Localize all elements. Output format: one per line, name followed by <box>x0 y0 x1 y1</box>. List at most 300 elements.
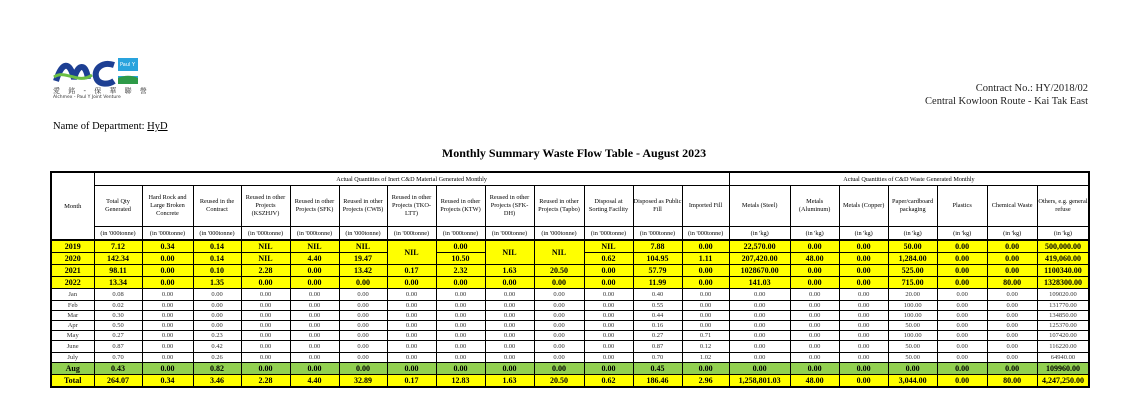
project-name: Central Kowloon Route - Kai Tak East <box>925 96 1088 107</box>
table-cell: 0.00 <box>839 353 888 363</box>
table-cell: 0.00 <box>729 301 790 311</box>
table-cell: 0.00 <box>290 289 339 301</box>
table-cell: 57.79 <box>633 265 682 277</box>
table-cell: 500,000.00 <box>1037 240 1089 253</box>
unit-cell: (in '000tonne) <box>241 227 290 241</box>
waste-flow-table <box>50 171 1090 388</box>
table-cell: 0.00 <box>290 277 339 289</box>
unit-cell: (in 'kg) <box>790 227 839 241</box>
row-label: July <box>51 353 94 363</box>
table-cell: 0.00 <box>193 311 241 321</box>
table-cell: 0.00 <box>839 265 888 277</box>
table-cell: 0.00 <box>387 311 436 321</box>
table-cell: 0.00 <box>436 311 485 321</box>
table-cell: 0.00 <box>290 311 339 321</box>
column-header: Reused in the Contract <box>193 186 241 227</box>
table-cell: 0.00 <box>839 277 888 289</box>
column-header: Disposal at Sorting Facility <box>584 186 633 227</box>
table-cell: 0.00 <box>729 289 790 301</box>
table-cell: 131770.00 <box>1037 301 1089 311</box>
table-cell: 0.00 <box>937 289 987 301</box>
table-cell: 1100340.00 <box>1037 265 1089 277</box>
table-cell: 0.00 <box>485 341 534 353</box>
table-cell: 0.00 <box>485 363 534 375</box>
table-cell: 0.42 <box>193 341 241 353</box>
group-inert-header: Actual Quantities of Inert C&D Material Generated Monthly <box>94 172 729 186</box>
table-cell: 0.00 <box>839 289 888 301</box>
table-cell: 2.96 <box>682 375 729 388</box>
column-header-row <box>51 186 1089 227</box>
table-cell: 0.00 <box>387 289 436 301</box>
row-label: Aug <box>51 363 94 375</box>
unit-cell: (in '000tonne) <box>339 227 387 241</box>
table-cell: 0.14 <box>193 253 241 265</box>
table-cell: 4.40 <box>290 253 339 265</box>
table-cell: 0.00 <box>436 321 485 331</box>
table-cell: 107420.00 <box>1037 331 1089 341</box>
total-row <box>51 375 1089 388</box>
unit-cell: (in 'kg) <box>839 227 888 241</box>
column-header: Total Qty Generated <box>94 186 142 227</box>
table-cell: 0.00 <box>534 277 584 289</box>
row-label: Apr <box>51 321 94 331</box>
month-row <box>51 353 1089 363</box>
table-cell: 0.26 <box>193 353 241 363</box>
table-cell: 0.34 <box>142 375 193 388</box>
table-cell: 0.00 <box>937 265 987 277</box>
table-cell: 50.00 <box>888 353 937 363</box>
table-cell: 0.00 <box>729 353 790 363</box>
table-cell: 0.00 <box>241 289 290 301</box>
table-cell: 125370.00 <box>1037 321 1089 331</box>
table-cell: NIL <box>241 253 290 265</box>
table-cell: 2.32 <box>436 265 485 277</box>
table-cell: 32.89 <box>339 375 387 388</box>
table-cell: 0.16 <box>633 321 682 331</box>
table-cell: 0.00 <box>682 265 729 277</box>
table-cell: 0.12 <box>682 341 729 353</box>
table-cell: 0.40 <box>633 289 682 301</box>
table-cell: 0.00 <box>839 375 888 388</box>
table-cell: 0.00 <box>937 321 987 331</box>
table-cell: 0.27 <box>633 331 682 341</box>
table-cell: 134850.00 <box>1037 311 1089 321</box>
table-cell: 0.00 <box>485 301 534 311</box>
table-cell: 1,284.00 <box>888 253 937 265</box>
table-cell: NIL <box>485 240 534 265</box>
table-cell: 0.00 <box>534 363 584 375</box>
table-cell: 0.00 <box>987 240 1037 253</box>
row-label: Mar <box>51 311 94 321</box>
table-cell: NIL <box>387 240 436 265</box>
table-cell: 104.95 <box>633 253 682 265</box>
unit-cell: (in '000tonne) <box>290 227 339 241</box>
table-cell: 0.00 <box>193 321 241 331</box>
row-label: Total <box>51 375 94 388</box>
table-cell: 0.00 <box>534 353 584 363</box>
column-header: Metals (Steel) <box>729 186 790 227</box>
table-cell: 0.00 <box>290 265 339 277</box>
table-cell: 264.07 <box>94 375 142 388</box>
column-header: Reused in other Projects (CWB) <box>339 186 387 227</box>
table-cell: 48.00 <box>790 253 839 265</box>
month-row <box>51 331 1089 341</box>
table-cell: 0.00 <box>339 331 387 341</box>
table-cell: 0.00 <box>241 301 290 311</box>
table-cell: 4.40 <box>290 375 339 388</box>
table-cell: 0.00 <box>790 277 839 289</box>
unit-cell: (in 'kg) <box>888 227 937 241</box>
unit-cell: (in '000tonne) <box>436 227 485 241</box>
table-cell: 419,060.00 <box>1037 253 1089 265</box>
table-cell: 0.00 <box>142 301 193 311</box>
table-cell: 0.00 <box>485 277 534 289</box>
month-row <box>51 311 1089 321</box>
table-cell: 13.42 <box>339 265 387 277</box>
table-cell: 0.00 <box>584 331 633 341</box>
unit-cell: (in 'kg) <box>987 227 1037 241</box>
table-cell: 0.00 <box>682 321 729 331</box>
table-cell: 0.70 <box>94 353 142 363</box>
table-cell: 0.00 <box>387 321 436 331</box>
table-cell: 0.00 <box>987 311 1037 321</box>
table-cell: 0.00 <box>987 331 1037 341</box>
table-cell: 0.00 <box>584 289 633 301</box>
table-cell: 0.00 <box>682 277 729 289</box>
table-cell: 0.82 <box>193 363 241 375</box>
table-cell: 0.55 <box>633 301 682 311</box>
table-cell: 1.02 <box>682 353 729 363</box>
column-header: Metals (Copper) <box>839 186 888 227</box>
table-cell: 0.00 <box>937 331 987 341</box>
table-cell: 0.00 <box>839 341 888 353</box>
table-cell: 0.62 <box>584 375 633 388</box>
table-cell: 22,570.00 <box>729 240 790 253</box>
table-cell: 1,258,801.03 <box>729 375 790 388</box>
table-cell: 0.30 <box>94 311 142 321</box>
table-cell: 0.00 <box>839 321 888 331</box>
table-cell: 3,044.00 <box>888 375 937 388</box>
table-cell: 0.00 <box>290 341 339 353</box>
table-cell: 0.00 <box>584 311 633 321</box>
table-cell: 64940.00 <box>1037 353 1089 363</box>
table-cell: 0.00 <box>339 289 387 301</box>
table-cell: 0.00 <box>682 363 729 375</box>
table-cell: 0.00 <box>436 331 485 341</box>
table-cell: 0.00 <box>790 353 839 363</box>
table-cell: 0.00 <box>839 363 888 375</box>
department-value: HyD <box>147 121 168 132</box>
column-header: Others, e.g. general refuse <box>1037 186 1089 227</box>
column-header: Imported Fill <box>682 186 729 227</box>
table-cell: 0.00 <box>534 311 584 321</box>
table-cell: 0.00 <box>387 363 436 375</box>
table-cell: 0.00 <box>241 331 290 341</box>
table-cell: 0.50 <box>94 321 142 331</box>
row-label: 2020 <box>51 253 94 265</box>
table-cell: 0.00 <box>839 253 888 265</box>
table-cell: 0.00 <box>142 321 193 331</box>
table-cell: 50.00 <box>888 341 937 353</box>
table-cell: 0.00 <box>142 253 193 265</box>
table-cell: 0.00 <box>142 277 193 289</box>
table-cell: 0.08 <box>94 289 142 301</box>
table-cell: 0.00 <box>790 265 839 277</box>
table-cell: 0.00 <box>193 301 241 311</box>
table-cell: 0.00 <box>584 353 633 363</box>
table-cell: 0.87 <box>94 341 142 353</box>
table-cell: 1.35 <box>193 277 241 289</box>
table-cell: 0.00 <box>987 253 1037 265</box>
table-cell: 0.00 <box>142 311 193 321</box>
column-header: Reused in other Projects (KSZHJV) <box>241 186 290 227</box>
table-cell: 0.71 <box>682 331 729 341</box>
table-cell: 0.00 <box>534 289 584 301</box>
table-cell: 0.00 <box>790 341 839 353</box>
table-cell: 11.99 <box>633 277 682 289</box>
table-cell: 20.50 <box>534 265 584 277</box>
table-cell: 0.00 <box>534 321 584 331</box>
table-cell: 0.00 <box>241 277 290 289</box>
table-cell: 0.00 <box>937 277 987 289</box>
year-row <box>51 265 1089 277</box>
table-cell: 0.00 <box>339 353 387 363</box>
table-cell: 0.00 <box>142 331 193 341</box>
table-cell: 0.00 <box>937 311 987 321</box>
table-cell: 80.00 <box>987 375 1037 388</box>
table-cell: 0.00 <box>436 363 485 375</box>
table-cell: 0.00 <box>142 341 193 353</box>
unit-cell: (in '000tonne) <box>387 227 436 241</box>
table-cell: 0.00 <box>387 353 436 363</box>
table-cell: 0.00 <box>584 265 633 277</box>
table-cell: 0.00 <box>937 341 987 353</box>
table-cell: 0.17 <box>387 375 436 388</box>
column-header: Disposed as Public Fill <box>633 186 682 227</box>
table-cell: 0.00 <box>241 321 290 331</box>
table-cell: 0.00 <box>534 341 584 353</box>
table-cell: 0.00 <box>584 321 633 331</box>
table-cell: 7.88 <box>633 240 682 253</box>
row-label: June <box>51 341 94 353</box>
table-cell: 2.28 <box>241 375 290 388</box>
table-cell: 0.00 <box>485 289 534 301</box>
unit-cell: (in 'kg) <box>1037 227 1089 241</box>
table-cell: 207,420.00 <box>729 253 790 265</box>
table-cell: 0.17 <box>387 265 436 277</box>
table-cell: 0.00 <box>241 341 290 353</box>
table-cell: 0.00 <box>339 311 387 321</box>
units-row <box>51 227 1089 241</box>
table-cell: 0.00 <box>729 341 790 353</box>
unit-cell: (in '000tonne) <box>94 227 142 241</box>
table-cell: 0.00 <box>387 301 436 311</box>
column-header: Reused in other Projects (SFK-DH) <box>485 186 534 227</box>
column-header: Reused in other Projects (Tapbo) <box>534 186 584 227</box>
table-cell: 0.00 <box>790 289 839 301</box>
table-cell: 0.62 <box>584 253 633 265</box>
department-label: Name of Department: <box>53 121 145 132</box>
table-cell: 3.46 <box>193 375 241 388</box>
table-cell: 0.00 <box>937 363 987 375</box>
table-cell: 0.00 <box>937 253 987 265</box>
table-cell: NIL <box>290 240 339 253</box>
table-cell: 1.63 <box>485 375 534 388</box>
table-cell: 0.00 <box>888 363 937 375</box>
column-header: Chemical Waste <box>987 186 1037 227</box>
table-cell: 100.00 <box>888 331 937 341</box>
table-cell: 1.11 <box>682 253 729 265</box>
table-cell: 0.00 <box>987 341 1037 353</box>
column-header: Reused in other Projects (SFK) <box>290 186 339 227</box>
table-cell: 0.00 <box>584 277 633 289</box>
row-label: May <box>51 331 94 341</box>
table-cell: 0.00 <box>142 363 193 375</box>
table-cell: 0.00 <box>142 265 193 277</box>
table-cell: 0.00 <box>241 353 290 363</box>
table-cell: 7.12 <box>94 240 142 253</box>
table-cell: 0.00 <box>937 353 987 363</box>
table-cell: NIL <box>584 240 633 253</box>
table-cell: 80.00 <box>987 277 1037 289</box>
unit-cell: (in '000tonne) <box>584 227 633 241</box>
table-cell: 0.00 <box>790 301 839 311</box>
table-cell: 12.83 <box>436 375 485 388</box>
unit-cell: (in '000tonne) <box>633 227 682 241</box>
table-cell: 0.00 <box>387 331 436 341</box>
group-cd-waste-header: Actual Quantities of C&D Waste Generated Monthly <box>729 172 1089 186</box>
table-cell: 0.00 <box>534 301 584 311</box>
table-cell: NIL <box>241 240 290 253</box>
table-cell: NIL <box>534 240 584 265</box>
table-cell: 0.23 <box>193 331 241 341</box>
table-cell: 0.00 <box>790 331 839 341</box>
table-cell: 0.00 <box>339 301 387 311</box>
table-cell: 109960.00 <box>1037 363 1089 375</box>
table-cell: 0.00 <box>436 341 485 353</box>
table-cell: 109020.00 <box>1037 289 1089 301</box>
table-cell: 100.00 <box>888 301 937 311</box>
table-cell: 0.00 <box>142 353 193 363</box>
row-label: Feb <box>51 301 94 311</box>
table-cell: 0.00 <box>729 363 790 375</box>
table-cell: 0.00 <box>485 353 534 363</box>
table-cell: 0.34 <box>142 240 193 253</box>
table-cell: 48.00 <box>790 375 839 388</box>
table-cell: 100.00 <box>888 311 937 321</box>
table-cell: 186.46 <box>633 375 682 388</box>
table-cell: 142.34 <box>94 253 142 265</box>
table-cell: 0.00 <box>436 277 485 289</box>
table-cell: 0.00 <box>485 331 534 341</box>
contract-number: Contract No.: HY/2018/02 <box>975 83 1088 94</box>
table-cell: 0.00 <box>987 321 1037 331</box>
table-cell: 0.00 <box>387 341 436 353</box>
month-row <box>51 321 1089 331</box>
table-cell: 0.10 <box>193 265 241 277</box>
table-cell: 0.00 <box>290 363 339 375</box>
logo-chinese-name: 愛 銘 - 保 華 聯 營 <box>53 87 150 95</box>
month-row <box>51 301 1089 311</box>
logo-brand-text: Paul Y <box>120 62 136 68</box>
table-cell: 0.00 <box>436 301 485 311</box>
column-header: Hard Rock and Large Broken Concrete <box>142 186 193 227</box>
unit-cell: (in '000tonne) <box>193 227 241 241</box>
table-cell: 0.00 <box>485 321 534 331</box>
column-header: Reused in other Projects (TKO-LTT) <box>387 186 436 227</box>
unit-cell: (in 'kg) <box>729 227 790 241</box>
table-cell: 0.00 <box>937 375 987 388</box>
table-cell: 0.00 <box>584 341 633 353</box>
table-cell: 1028670.00 <box>729 265 790 277</box>
table-cell: 0.00 <box>839 311 888 321</box>
table-cell: 0.00 <box>436 240 485 253</box>
table-cell: NIL <box>339 240 387 253</box>
table-cell: 0.00 <box>987 353 1037 363</box>
table-cell: 1328300.00 <box>1037 277 1089 289</box>
year-row <box>51 277 1089 289</box>
month-row <box>51 341 1089 353</box>
table-cell: 525.00 <box>888 265 937 277</box>
table-cell: 0.87 <box>633 341 682 353</box>
table-cell: 0.00 <box>290 353 339 363</box>
table-cell: 0.00 <box>290 331 339 341</box>
table-cell: 0.00 <box>584 363 633 375</box>
group-header-row <box>51 172 1089 186</box>
table-cell: 0.00 <box>682 240 729 253</box>
table-cell: 19.47 <box>339 253 387 265</box>
table-cell: 4,247,250.00 <box>1037 375 1089 388</box>
table-cell: 1.63 <box>485 265 534 277</box>
table-cell: 0.00 <box>839 240 888 253</box>
table-cell: 0.00 <box>790 321 839 331</box>
table-cell: 0.00 <box>682 301 729 311</box>
table-cell: 0.00 <box>729 331 790 341</box>
table-cell: 0.02 <box>94 301 142 311</box>
table-cell: 50.00 <box>888 240 937 253</box>
table-cell: 0.00 <box>790 240 839 253</box>
table-cell: 20.00 <box>888 289 937 301</box>
table-cell: 0.00 <box>339 363 387 375</box>
table-cell: 0.00 <box>142 289 193 301</box>
table-cell: 0.00 <box>987 289 1037 301</box>
month-row <box>51 289 1089 301</box>
table-cell: 0.00 <box>987 265 1037 277</box>
table-cell: 0.00 <box>729 321 790 331</box>
column-header: Plastics <box>937 186 987 227</box>
table-cell: 13.34 <box>94 277 142 289</box>
table-cell: 0.00 <box>290 321 339 331</box>
table-cell: 0.00 <box>534 331 584 341</box>
table-cell: 0.00 <box>436 289 485 301</box>
table-cell: 0.00 <box>790 311 839 321</box>
table-cell: 0.00 <box>241 311 290 321</box>
table-cell: 0.43 <box>94 363 142 375</box>
table-cell: 0.14 <box>193 240 241 253</box>
unit-cell: (in '000tonne) <box>534 227 584 241</box>
column-header: Paper/cardboard packaging <box>888 186 937 227</box>
table-cell: 0.00 <box>937 301 987 311</box>
unit-cell: (in 'kg) <box>937 227 987 241</box>
unit-cell: (in '000tonne) <box>485 227 534 241</box>
table-cell: 0.00 <box>729 311 790 321</box>
table-cell: 0.00 <box>339 277 387 289</box>
year-row <box>51 240 1089 253</box>
column-header: Metals (Aluminum) <box>790 186 839 227</box>
row-label: 2022 <box>51 277 94 289</box>
row-label: 2019 <box>51 240 94 253</box>
table-cell: 0.00 <box>339 341 387 353</box>
